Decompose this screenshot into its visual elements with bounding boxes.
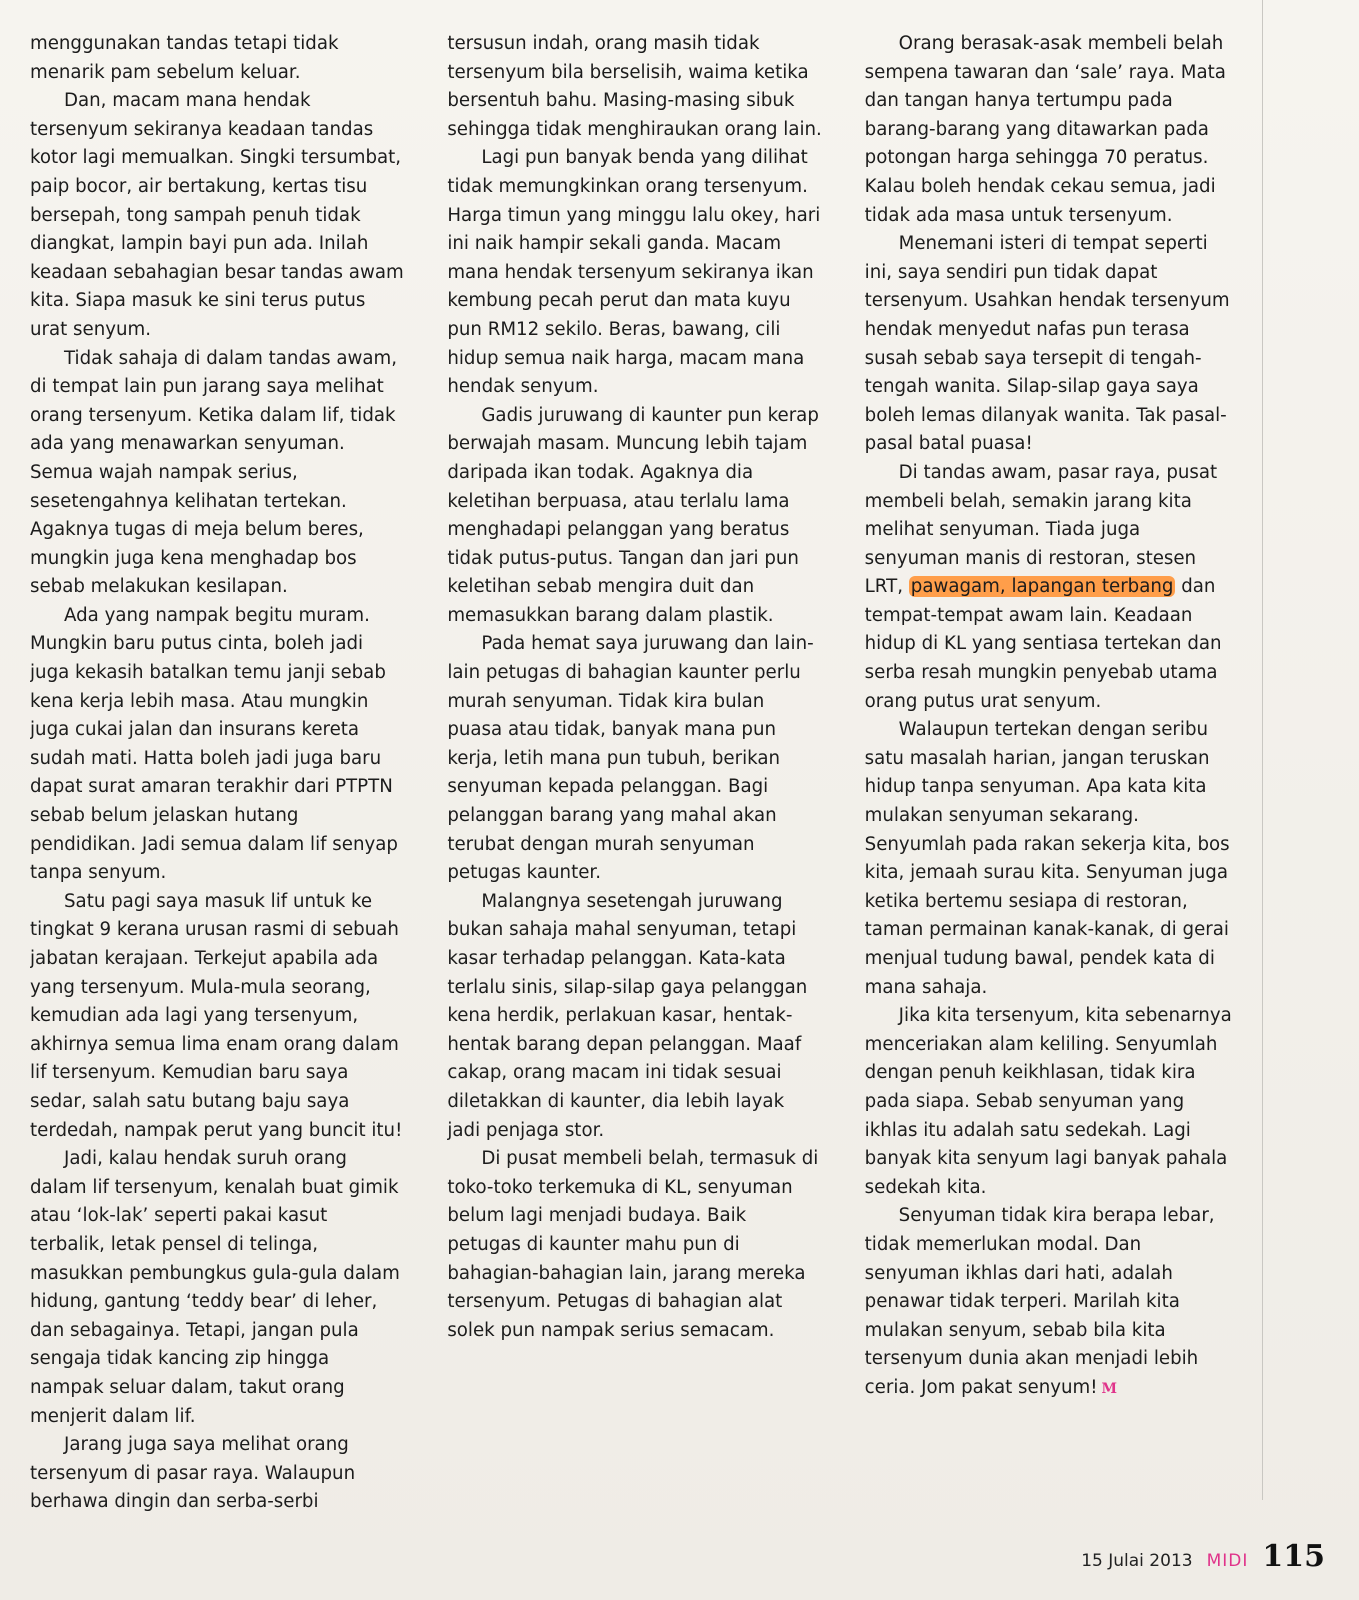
paragraph: Pada hemat saya juruwang dan lain-lain petugas di bahagian kaunter perlu murah senyuman. Tidak kira bulan puasa atau tidak, banyak mana pun kerja, letih mana pun tubuh, berikan senyuman kepada pelanggan. Bagi pelanggan barang yang mahal akan terubat dengan murah senyuman petugas kaunter. <box>447 633 814 884</box>
column-3 <box>865 30 1240 1530</box>
closing-text: Senyuman tidak kira berapa lebar, tidak memerlukan modal. Dan senyuman ikhlas dari hati, adalah penawar tidak terperi. Marilah kita mulakan senyum, sebab bila kita tersenyum dunia akan menjadi lebih ceria. Jom pakat senyum! <box>864 1205 1215 1398</box>
paragraph: Ada yang nampak begitu muram. Mungkin baru putus cinta, boleh jadi juga kekasih batalkan temu janji sebab kena kerja lebih masa. Atau mungkin juga cukai jalan dan insurans kereta sudah mati. Hatta boleh jadi juga baru dapat surat amaran terakhir dari PTPTN sebab belum jelaskan hutang pendidikan. Jadi semua dalam lif senyap tanpa senyum. <box>30 604 398 884</box>
issue-date: 15 Julai 2013 <box>1081 1551 1193 1571</box>
highlighted-text: pawagam, lapangan terbang <box>910 576 1174 598</box>
end-mark: M <box>1101 1380 1118 1397</box>
paragraph: tersusun indah, orang masih tidak tersenyum bila berselisih, waima ketika bersentuh bahu. Masing-masing sibuk sehingga tidak menghiraukan orang lain. <box>447 33 822 140</box>
paragraph <box>865 1202 1240 1403</box>
text-before-highlight: Di tandas awam, pasar raya, pusat membeli belah, semakin jarang kita melihat senyuman. Tiada juga senyuman manis di restoran, stesen LRT, <box>864 461 1218 598</box>
paragraph: Dan, macam mana hendak tersenyum sekiranya keadaan tandas kotor lagi memualkan. Singki tersumbat, paip bocor, air bertakung, kertas tisu bersepah, tong sampah penuh tidak diangkat, lampin bayi pun ada. Inilah keadaan sebahagian besar tandas awam kita. Siapa masuk ke sini terus putus urat senyum. <box>30 90 404 340</box>
text-after-highlight: dan tempat-tempat awam lain. Keadaan hidup di KL yang sentiasa tertekan dan serba resah mungkin penyebab utama orang putus urat senyum. <box>864 576 1222 712</box>
paragraph: Tidak sahaja di dalam tandas awam, di tempat lain pun jarang saya melihat orang tersenyum. Ketika dalam lif, tidak ada yang menawarkan senyuman. Semua wajah nampak serius, sesetengahnya kelihatan tertekan. Agaknya tugas di meja belum beres, mungkin juga kena menghadap bos sebab melakukan kesilapan. <box>30 347 398 598</box>
paragraph: Walaupun tertekan dengan seribu satu masalah harian, jangan teruskan hidup tanpa senyuman. Apa kata kita mulakan senyuman sekarang. Senyumlah pada rakan sekerja kita, bos kita, jemaah surau kita. Senyuman juga ketika bertemu sesiapa di restoran, taman permainan kanak-kanak, di gerai menjual tudung bawal, pendek kata di mana sahaja. <box>864 719 1230 998</box>
article-body <box>30 30 1240 1530</box>
column-1 <box>30 30 405 1530</box>
column-2 <box>447 30 822 1530</box>
paragraph: Menemani isteri di tempat seperti ini, saya sendiri pun tidak dapat tersenyum. Usahkan hendak tersenyum hendak menyedut nafas pun terasa susah sebab saya tersepit di tengah-tengah wanita. Silap-silap gaya saya boleh lemas dilanyak wanita. Tak pasal-pasal batal puasa! <box>864 233 1230 455</box>
paragraph: Jadi, kalau hendak suruh orang dalam lif tersenyum, kenalah buat gimik atau ‘lok-lak’ seperti pakai kasut terbalik, letak pensel di telinga, masukkan pembungkus gula-gula dalam hidung, gantung ‘teddy bear’ di leher, dan sebagainya. Tetapi, jangan pula sengaja tidak kancing zip hingga nampak seluar dalam, takut orang menjerit dalam lif. <box>30 1148 400 1427</box>
paragraph: Jarang juga saya melihat orang tersenyum di pasar raya. Walaupun berhawa dingin dan serba-serbi <box>30 1434 356 1513</box>
page-number: 115 <box>1262 1539 1325 1574</box>
paragraph: Lagi pun banyak benda yang dilihat tidak memungkinkan orang tersenyum. Harga timun yang minggu lalu okey, hari ini naik hampir sekali ganda. Macam mana hendak tersenyum sekiranya ikan kembung pecah perut dan mata kuyu pun RM12 sekilo. Beras, bawang, cili hidup semua naik harga, macam mana hendak senyum. <box>447 147 821 398</box>
paragraph: Gadis juruwang di kaunter pun kerap berwajah masam. Muncung lebih tajam daripada ikan todak. Agaknya dia keletihan berpuasa, atau terlalu lama menghadapi pelanggan yang beratus tidak putus-putus. Tangan dan jari pun keletihan sebab mengira duit dan memasukkan barang dalam plastik. <box>447 404 819 626</box>
magazine-name: MIDI <box>1206 1551 1249 1571</box>
paragraph: Jika kita tersenyum, kita sebenarnya menceriakan alam keliling. Senyumlah dengan penuh keikhlasan, tidak kira pada siapa. Sebab senyuman yang ikhlas itu adalah satu sedekah. Lagi banyak kita senyum lagi banyak pahala sedekah kita. <box>864 1005 1232 1198</box>
paragraph: Malangnya sesetengah juruwang bukan sahaja mahal senyuman, tetapi kasar terhadap pelanggan. Kata-kata terlalu sinis, silap-silap gaya pelanggan kena herdik, perlakuan kasar, hentak-hentak barang depan pelanggan. Maaf cakap, orang macam ini tidak sesuai diletakkan di kaunter, dia lebih layak jadi penjaga stor. <box>447 890 808 1141</box>
paragraph: menggunakan tandas tetapi tidak menarik pam sebelum keluar. <box>30 33 339 83</box>
paragraph: Orang berasak-asak membeli belah sempena tawaran dan ‘sale’ raya. Mata dan tangan hanya tertumpu pada barang-barang yang ditawarkan pada potongan harga sehingga 70 peratus. Kalau boleh hendak cekau semua, jadi tidak ada masa untuk tersenyum. <box>864 33 1226 226</box>
paragraph: Satu pagi saya masuk lif untuk ke tingkat 9 kerana urusan rasmi di sebuah jabatan kerajaan. Terkejut apabila ada yang tersenyum. Mula-mula seorang, kemudian ada lagi yang tersenyum, akhirnya semua lima enam orang dalam lif tersenyum. Kemudian baru saya sedar, salah satu butang baju saya terdedah, nampak perut yang buncit itu! <box>30 890 403 1141</box>
paragraph-highlighted <box>865 459 1240 716</box>
page-edge-divider <box>1262 0 1263 1500</box>
page-footer <box>1081 1539 1325 1574</box>
paragraph: Di pusat membeli belah, termasuk di toko-toko terkemuka di KL, senyuman belum lagi menjadi budaya. Baik petugas di kaunter mahu pun di bahagian-bahagian lain, jarang mereka tersenyum. Petugas di bahagian alat solek pun nampak serius semacam. <box>447 1148 819 1341</box>
